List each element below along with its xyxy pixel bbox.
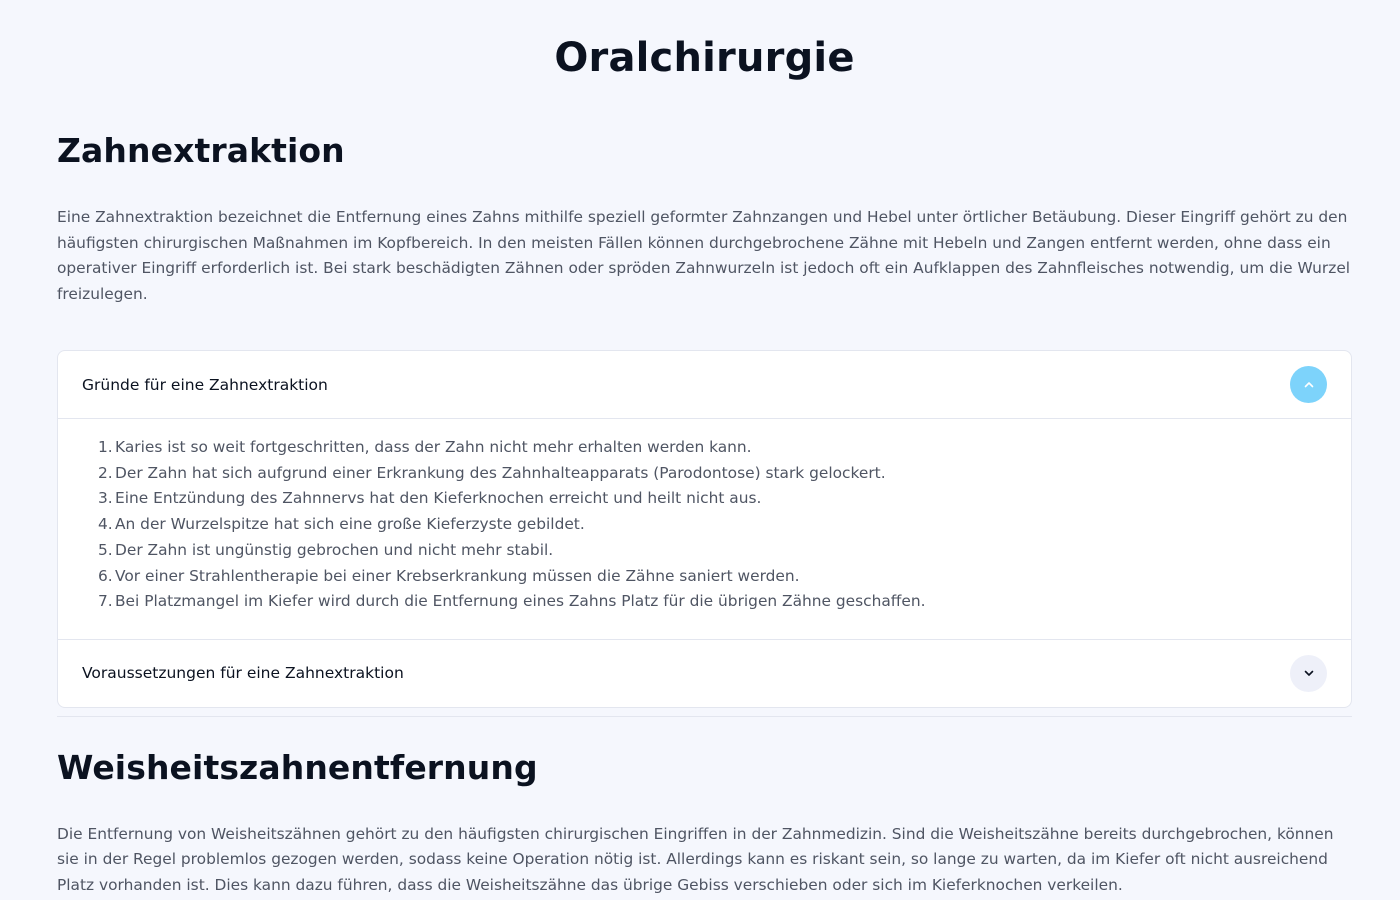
list-item-text: Karies ist so weit fortgeschritten, dass der Zahn nicht mehr erhalten werden kann. bbox=[115, 438, 752, 456]
list-item bbox=[98, 564, 1327, 590]
list-item-text: An der Wurzelspitze hat sich eine große Kieferzyste gebildet. bbox=[115, 515, 585, 534]
chevron-down-icon bbox=[1302, 666, 1316, 680]
list-item bbox=[98, 486, 1327, 512]
list-item bbox=[98, 435, 1327, 461]
list-item-number: 6. bbox=[98, 566, 113, 585]
accordion-header-voraussetzungen[interactable] bbox=[58, 640, 1351, 707]
list-item-number: 5. bbox=[98, 540, 113, 559]
page-title: Oralchirurgie bbox=[554, 35, 855, 81]
list-item-number: 7. bbox=[98, 592, 113, 611]
accordion-body bbox=[58, 418, 1351, 639]
list-item bbox=[98, 461, 1327, 487]
reasons-list bbox=[98, 435, 1327, 615]
list-item-number: 1. bbox=[98, 438, 113, 456]
section-heading: Weisheitszahnentfernung bbox=[57, 747, 538, 787]
list-item-text: Der Zahn hat sich aufgrund einer Erkrankung des Zahnhalteapparats (Parodontose) stark gelockert. bbox=[115, 463, 886, 482]
list-item-text: Eine Entzündung des Zahnnervs hat den Kieferknochen erreicht und heilt nicht aus. bbox=[115, 489, 762, 508]
accordion-collapse-button[interactable] bbox=[1290, 366, 1327, 403]
section-divider bbox=[57, 716, 1352, 717]
list-item bbox=[98, 538, 1327, 564]
list-item-number: 3. bbox=[98, 489, 113, 508]
section-heading: Zahnextraktion bbox=[57, 131, 345, 170]
section-zahnextraktion bbox=[57, 131, 1352, 708]
list-item-text: Vor einer Strahlentherapie bei einer Krebserkrankung müssen die Zähne saniert werden. bbox=[115, 566, 800, 585]
section-text: Die Entfernung von Weisheitszähnen gehört zu den häufigsten chirurgischen Eingriffen in der Zahnmedizin. Sind die Weisheitszähne bereits durchgebrochen, können sie in der Regel problemlos gezogen werden, sodass keine Operation nötig ist. Allerdings kann es riskant sein, so lange zu warten, da im Kiefer oft nicht ausreichend Platz vorhanden ist. Dies kann dazu führen, dass die Weisheitszähne das übrige Gebiss verschieben oder sich im Kieferknochen verkeilen. bbox=[57, 824, 1334, 894]
accordion-title: Gründe für eine Zahnextraktion bbox=[82, 375, 328, 394]
accordion-item-gruende bbox=[58, 351, 1351, 639]
list-item bbox=[98, 512, 1327, 538]
accordion-expand-button[interactable] bbox=[1290, 655, 1327, 692]
accordion-item-voraussetzungen bbox=[58, 639, 1351, 707]
list-item-text: Bei Platzmangel im Kiefer wird durch die Entfernung eines Zahns Platz für die übrigen Zähne geschaffen. bbox=[115, 592, 926, 611]
list-item-number: 4. bbox=[98, 515, 113, 534]
list-item-text: Der Zahn ist ungünstig gebrochen und nicht mehr stabil. bbox=[115, 540, 554, 559]
list-item bbox=[98, 589, 1327, 615]
section-text: Eine Zahnextraktion bezeichnet die Entfernung eines Zahns mithilfe speziell geformter Zahnzangen und Hebel unter örtlicher Betäubung. Dieser Eingriff gehört zu den häufigsten chirurgischen Maßnahmen im Kopfbereich. In den meisten Fällen können durchgebrochene Zähne mit Hebeln und Zangen entfernt werden, ohne dass ein operativer Eingriff erforderlich ist. Bei stark beschädigten Zähnen oder spröden Zahnwurzeln ist jedoch oft ein Aufklappen des Zahnfleisches notwendig, um die Wurzel freizulegen. bbox=[57, 208, 1351, 303]
accordion-header-gruende[interactable] bbox=[58, 351, 1351, 418]
accordion-title: Voraussetzungen für eine Zahnextraktion bbox=[82, 664, 404, 683]
section-weisheitszahnentfernung bbox=[57, 747, 1352, 899]
list-item-number: 2. bbox=[98, 463, 113, 482]
accordion bbox=[57, 350, 1352, 708]
chevron-up-icon bbox=[1302, 378, 1316, 392]
